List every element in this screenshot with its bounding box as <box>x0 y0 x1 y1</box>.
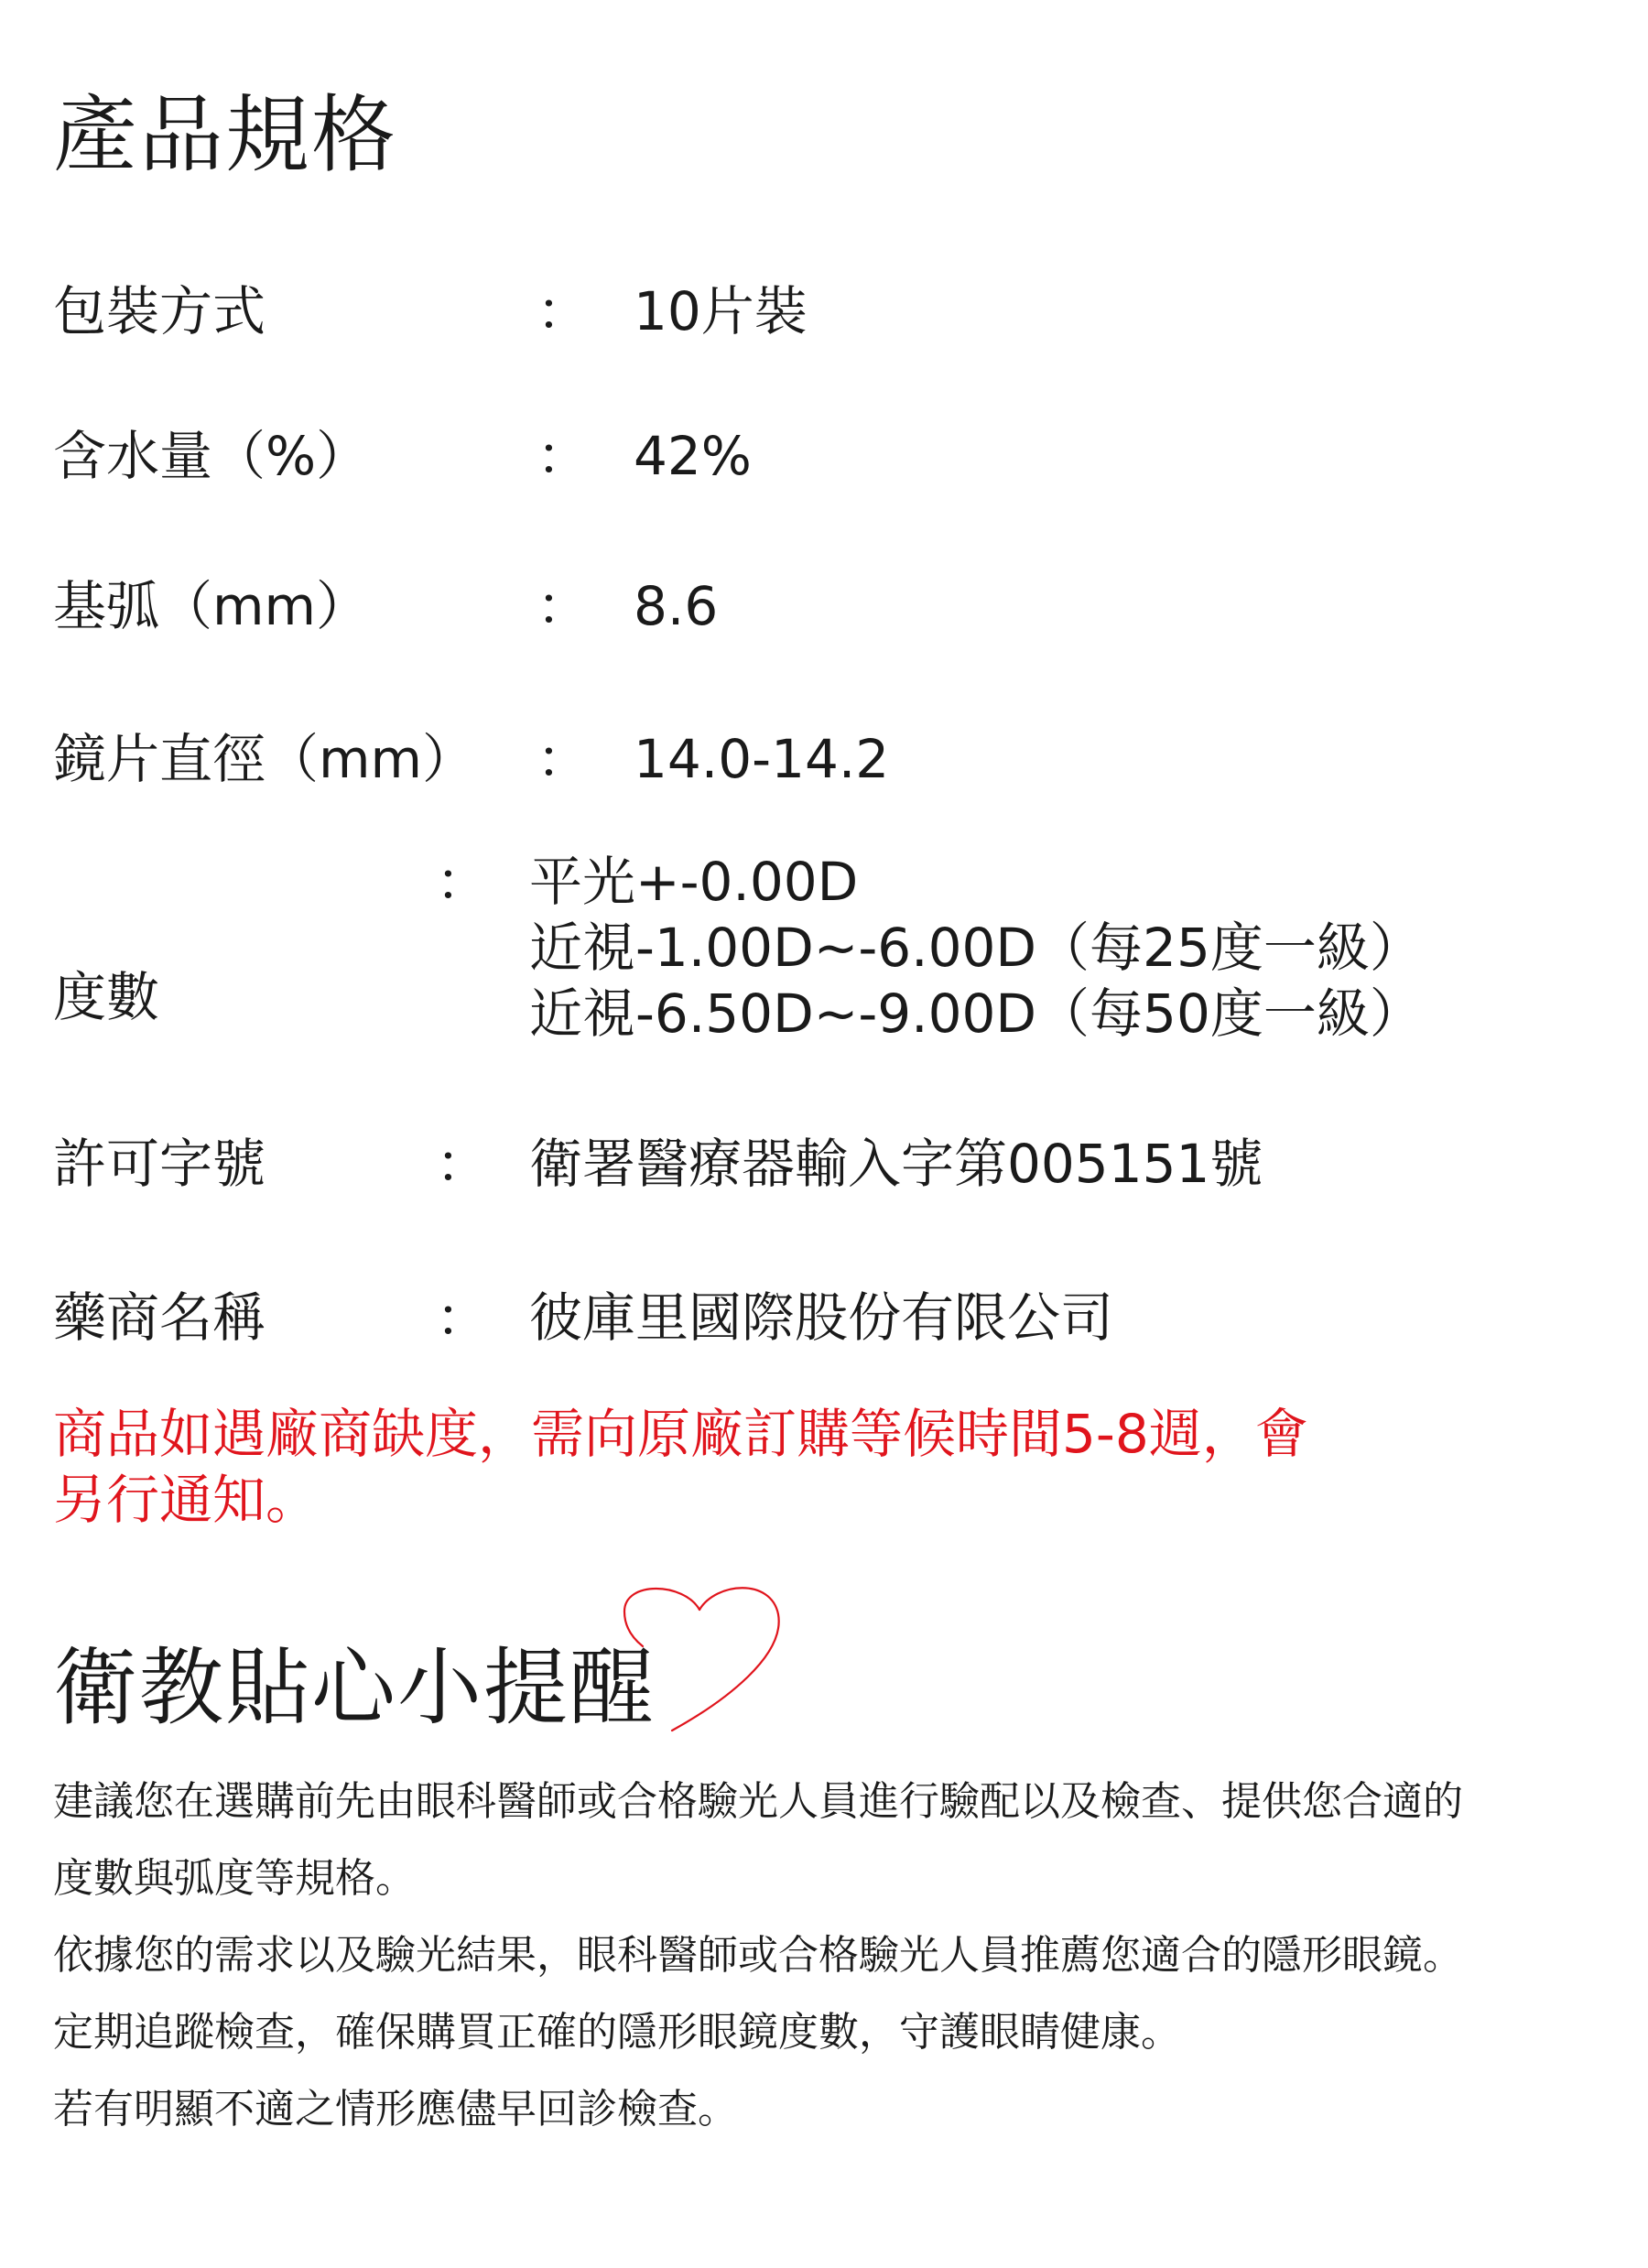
spec-label-water-content: 含水量（%） <box>53 425 370 487</box>
spec-value-license: 衛署醫療器輸入字第005151號 <box>529 1133 1263 1195</box>
care-section-title: 衛教貼心小提醒 <box>53 1639 656 1737</box>
spec-value-water-content: 42% <box>634 425 752 487</box>
spec-colon: ： <box>537 575 591 637</box>
care-paragraph: 定期追蹤檢查，確保購買正確的隱形眼鏡度數，守護眼睛健康。 <box>53 2009 1181 2056</box>
spec-colon: ： <box>537 280 591 342</box>
spec-colon: ： <box>436 1286 490 1349</box>
spec-value-diameter: 14.0-14.2 <box>634 728 890 790</box>
spec-label-pharma: 藥商名稱 <box>53 1286 266 1349</box>
spec-label-diameter: 鏡片直徑（mm） <box>53 728 475 790</box>
spec-colon: ： <box>537 425 591 487</box>
spec-colon: ： <box>436 1133 490 1195</box>
spec-colon: ： <box>436 851 490 913</box>
spec-label-packaging: 包裝方式 <box>53 280 266 342</box>
spec-label-base-curve: 基弧（mm） <box>53 575 369 637</box>
spec-value-pharma: 彼庫里國際股份有限公司 <box>529 1286 1114 1349</box>
care-paragraph: 依據您的需求以及驗光結果，眼科醫師或合格驗光人員推薦您適合的隱形眼鏡。 <box>53 1932 1463 1979</box>
spec-colon: ： <box>537 728 591 790</box>
care-paragraph: 度數與弧度等規格。 <box>53 1855 416 1902</box>
care-paragraph: 建議您在選購前先由眼科醫師或合格驗光人員進行驗配以及檢查、提供您合適的 <box>53 1778 1463 1825</box>
spec-value-power-line: 近視-6.50D~-9.00D（每50度一級） <box>529 982 1423 1045</box>
restock-notice-line: 另行通知。 <box>53 1469 320 1531</box>
care-paragraph: 若有明顯不適之情形應儘早回診檢查。 <box>53 2086 738 2132</box>
spec-section-title: 產品規格 <box>53 86 398 184</box>
spec-value-base-curve: 8.6 <box>634 575 719 637</box>
spec-label-power: 度數 <box>53 966 160 1028</box>
spec-value-power-line: 平光+-0.00D <box>529 851 859 913</box>
restock-notice-line: 商品如遇廠商缺度，需向原廠訂購等候時間5-8週，會 <box>53 1403 1308 1465</box>
spec-value-packaging: 10片裝 <box>634 280 808 342</box>
spec-label-license: 許可字號 <box>53 1133 266 1195</box>
spec-value-power-line: 近視-1.00D~-6.00D（每25度一級） <box>529 917 1423 979</box>
